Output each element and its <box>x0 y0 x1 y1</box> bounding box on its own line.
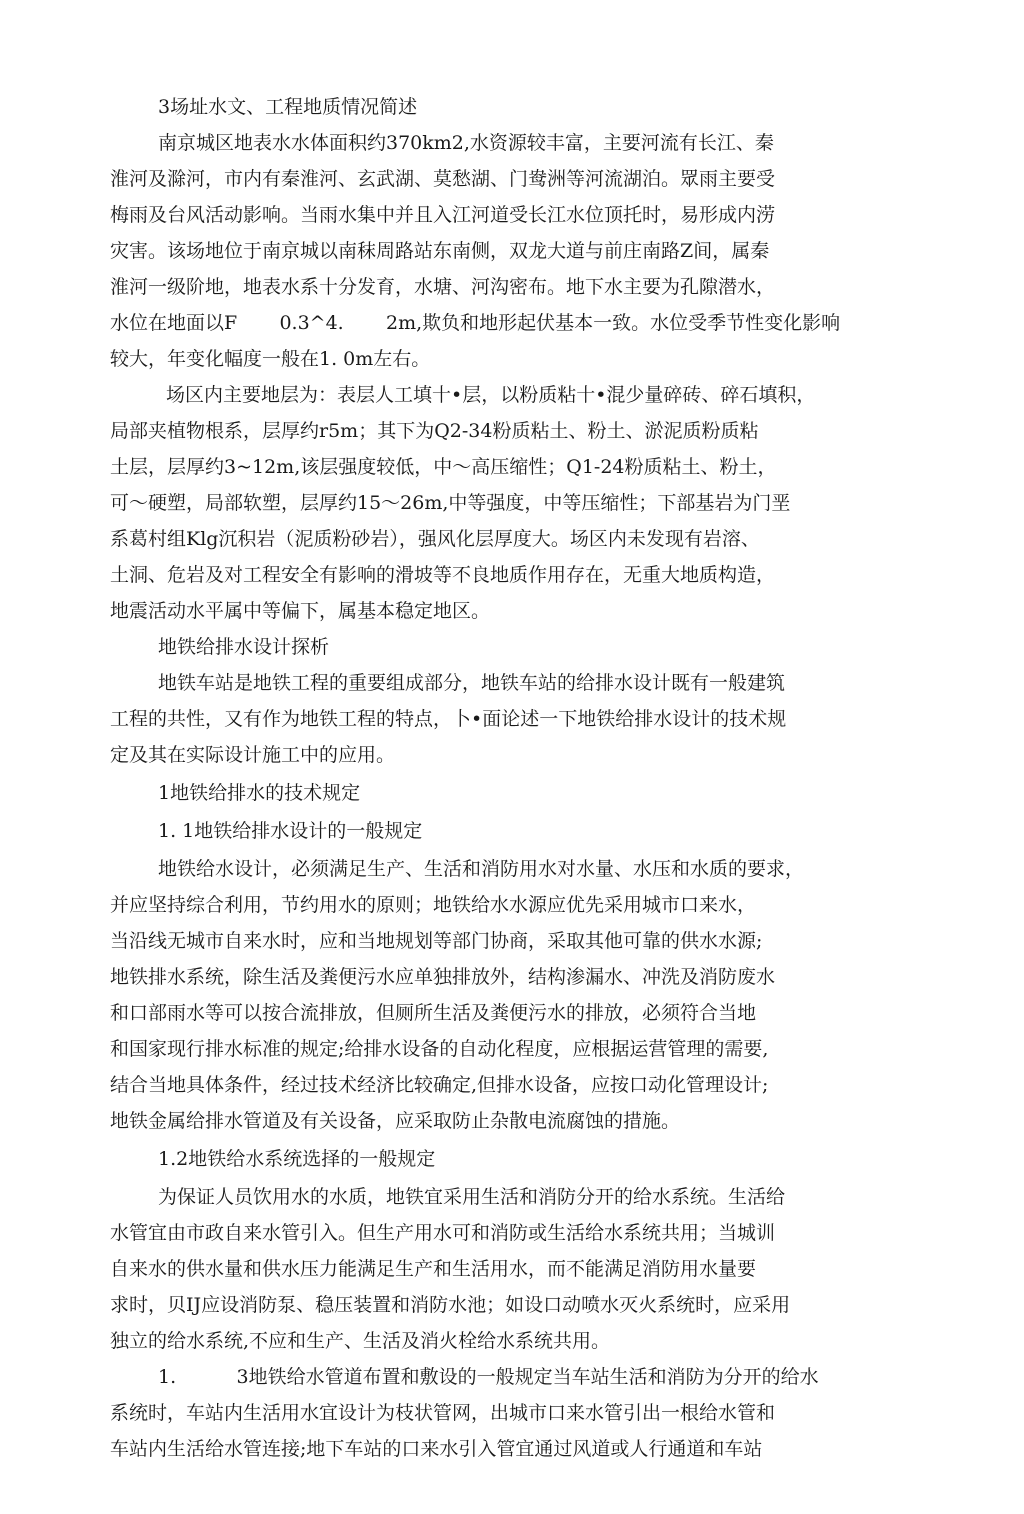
paragraph-line: 和国家现行排水标准的规定;给排水设备的自动化程度，应根据运营管理的需要, <box>110 1038 769 1060</box>
paragraph-line: 可〜硬塑，局部软塑，层厚约15〜26m,中等强度，中等压缩性；下部基岩为门垩 <box>110 492 791 514</box>
paragraph-line: 较大，年变化幅度一般在1. 0m左右。 <box>110 348 431 370</box>
paragraph-line: 局部夹植物根系，层厚约r5m；其下为Q2-34粉质粘土、粉土、淤泥质粉质粘 <box>110 420 759 442</box>
section-heading-technical-rules: 1地铁给排水的技术规定 <box>158 782 361 804</box>
subsection-heading-general-rules: 1. 1地铁给排水设计的一般规定 <box>158 820 423 842</box>
paragraph-line: 系葛村组Klg沉积岩（泥质粉砂岩），强风化层厚度大。场区内未发现有岩溶、 <box>110 528 760 550</box>
paragraph-line: 求时，贝IJ应设消防泵、稳压装置和消防水池；如设口动喷水灭火系统时，应采用 <box>110 1294 791 1316</box>
paragraph-line: 定及其在实际设计施工中的应用。 <box>110 744 396 766</box>
paragraph-line: 车站内生活给水管连接;地下车站的口来水引入管宜通过风道或人行通道和车站 <box>110 1438 763 1460</box>
paragraph-line: 场区内主要地层为：表层人工填十•层，以粉质粘十•混少量碎砖、碎石填积， <box>166 384 816 406</box>
paragraph-line: 淮河及滁河，市内有秦淮河、玄武湖、莫愁湖、门鸯洲等河流湖泊。眾雨主要受 <box>110 168 776 190</box>
paragraph-line: 工程的共性，又有作为地铁工程的特点，卜•面论述一下地铁给排水设计的技术规 <box>110 708 787 730</box>
paragraph-line: 当沿线无城市自来水时，应和当地规划等部门协商，采取其他可靠的供水水源; <box>110 930 763 952</box>
paragraph-line: 地铁排水系统，除生活及粪便污水应单独排放外，结构渗漏水、冲洗及消防废水 <box>110 966 776 988</box>
paragraph-line: 并应坚持综合利用，节约用水的原则；地铁给水水源应优先采用城市口来水， <box>110 894 757 916</box>
paragraph-line: 结合当地具体条件，经过技术经济比较确定,但排水设备，应按口动化管理设计; <box>110 1074 769 1096</box>
paragraph-line: 水管宜由市政自来水管引入。但生产用水可和消防或生活给水系统共用；当城训 <box>110 1222 776 1244</box>
paragraph-line: 1. 3地铁给水管道布置和敷设的一般规定当车站生活和消防为分开的给水 <box>158 1366 819 1388</box>
paragraph-line: 为保证人员饮用水的水质，地铁宜采用生活和消防分开的给水系统。生活给 <box>158 1186 786 1208</box>
paragraph-line: 地铁金属给排水管道及有关设备，应采取防止杂散电流腐蚀的措施。 <box>110 1110 681 1132</box>
paragraph-line: 土洞、危岩及对工程安全有影响的滑坡等不良地质作用存在，无重大地质构造， <box>110 564 776 586</box>
paragraph-line: 地铁车站是地铁工程的重要组成部分，地铁车站的给排水设计既有一般建筑 <box>158 672 786 694</box>
paragraph-line: 系统时，车站内生活用水宜设计为枝状管网，出城市口来水管引出一根给水管和 <box>110 1402 776 1424</box>
paragraph-line: 地铁给水设计，必须满足生产、生活和消防用水对水量、水压和水质的要求， <box>158 858 805 880</box>
section-heading-subway-drainage: 地铁给排水设计探析 <box>158 636 330 658</box>
paragraph-line: 南京城区地表水水体面积约370km2,水资源较丰富，主要河流有长江、秦 <box>158 132 774 154</box>
paragraph-line: 土层，层厚约3~12m,该层强度较低，中〜高压缩性；Q1-24粉质粘土、粉土， <box>110 456 777 478</box>
paragraph-line: 独立的给水系统,不应和生产、生活及消火栓给水系统共用。 <box>110 1330 611 1352</box>
paragraph-line: 地震活动水平属中等偏下，属基本稳定地区。 <box>110 600 491 622</box>
paragraph-line: 淮河一级阶地，地表水系十分发育，水塘、河沟密布。地下水主要为孔隙潜水， <box>110 276 776 298</box>
paragraph-line: 水位在地面以F 0.3^4. 2m,欺负和地形起伏基本一致。水位受季节性变化影响 <box>110 312 841 334</box>
paragraph-line: 灾害。该场地位于南京城以南秣周路站东南侧，双龙大道与前庄南路Z间，属秦 <box>110 240 770 262</box>
subsection-heading-water-system: 1.2地铁给水系统选择的一般规定 <box>158 1148 436 1170</box>
section-heading-site-hydrology: 3场址水文、工程地质情况简述 <box>158 96 418 118</box>
paragraph-line: 自来水的供水量和供水压力能满足生产和生活用水，而不能满足消防用水量要 <box>110 1258 757 1280</box>
paragraph-line: 梅雨及台风活动影响。当雨水集中并且入江河道受长江水位顶托时，易形成内涝 <box>110 204 776 226</box>
paragraph-line: 和口部雨水等可以按合流排放，但厕所生活及粪便污水的排放，必须符合当地 <box>110 1002 757 1024</box>
